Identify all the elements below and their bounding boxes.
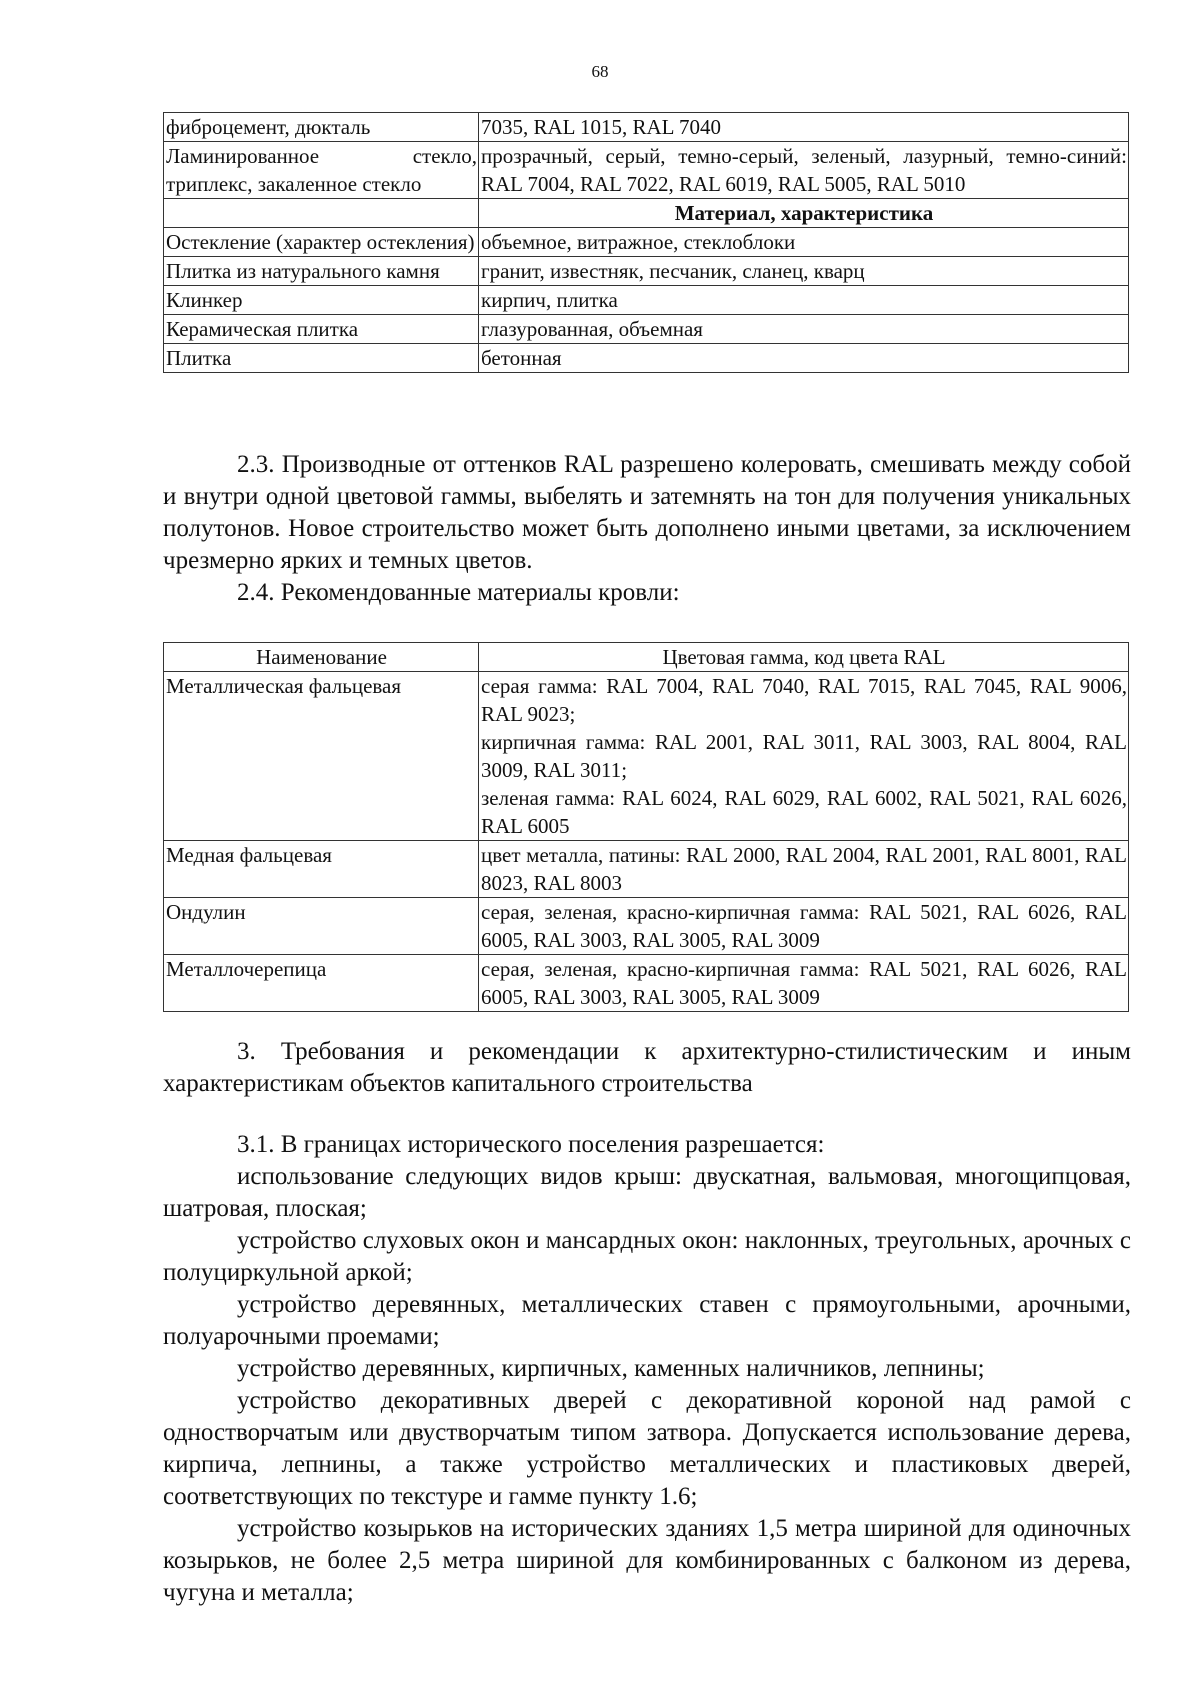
table-cell: кирпич, плитка [479, 286, 1129, 315]
table-cell: Металлочерепица [164, 955, 479, 1012]
table-cell: Клинкер [164, 286, 479, 315]
list-item: устройство слуховых окон и мансардных окон: наклонных, треугольных, арочных с полуциркульной аркой; [163, 1227, 1131, 1286]
table-cell: серая, зеленая, красно-кирпичная гамма: RAL 5021, RAL 6026, RAL 6005, RAL 3003, RAL 3005, RAL 3009 [479, 898, 1129, 955]
table-section-header: Материал, характеристика [479, 199, 1129, 228]
table-row [164, 257, 1129, 286]
table-cell: Ламинированное стекло, триплекс, закаленное стекло [164, 142, 479, 199]
table-cell: Плитка [164, 344, 479, 373]
table-row [164, 344, 1129, 373]
table-cell: бетонная [479, 344, 1129, 373]
table-cell: Металлическая фальцевая [164, 672, 479, 841]
table-cell: Медная фальцевая [164, 841, 479, 898]
table-header-cell: Цветовая гамма, код цвета RAL [479, 643, 1129, 672]
table-row [164, 113, 1129, 142]
paragraph-3-1: 3.1. В границах исторического поселения разрешается: [237, 1131, 825, 1158]
table-row [164, 286, 1129, 315]
table-cell: фиброцемент, дюкталь [164, 113, 479, 142]
table-cell: гранит, известняк, песчаник, сланец, кварц [479, 257, 1129, 286]
table-cell: цвет металла, патины: RAL 2000, RAL 2004, RAL 2001, RAL 8001, RAL 8023, RAL 8003 [479, 841, 1129, 898]
table-cell: Плитка из натурального камня [164, 257, 479, 286]
table-header-row [164, 643, 1129, 672]
table-cell: Остекление (характер остекления) [164, 228, 479, 257]
roofing-materials-table [163, 642, 1129, 1012]
table-cell: объемное, витражное, стеклоблоки [479, 228, 1129, 257]
table-cell: глазурованная, объемная [479, 315, 1129, 344]
table-cell-line: кирпичная гамма: RAL 2001, RAL 3011, RAL 3003, RAL 8004, RAL 3009, RAL 3011; [481, 730, 1127, 782]
section-3-title: 3. Требования и рекомендации к архитектурно-стилистическим и иным характеристикам объектов капитального строительства [163, 1038, 1131, 1097]
section-3-block [163, 1036, 1131, 1100]
table-row [164, 955, 1129, 1012]
list-item: устройство козырьков на исторических зданиях 1,5 метра шириной для одиночных козырьков, не более 2,5 метра шириной для комбинированных с балконом из дерева, чугуна и металла; [163, 1515, 1131, 1606]
facade-materials-table [163, 112, 1129, 373]
list-item: устройство деревянных, металлических ставен с прямоугольными, арочными, полуарочными проемами; [163, 1291, 1131, 1350]
table-row [164, 898, 1129, 955]
table-cell: 7035, RAL 1015, RAL 7040 [479, 113, 1129, 142]
table-cell-line: зеленая гамма: RAL 6024, RAL 6029, RAL 6002, RAL 5021, RAL 6026, RAL 6005 [481, 786, 1127, 838]
paragraph-block-2 [163, 449, 1131, 609]
table-header-cell: Наименование [164, 643, 479, 672]
table-row [164, 142, 1129, 199]
table-row [164, 228, 1129, 257]
list-item: устройство декоративных дверей с декоративной короной над рамой с одностворчатым или двустворчатым типом затвора. Допускается использование дерева, кирпича, лепнины, а также устройство металлических и пластиковых дверей, соответствующих по текстуре и гамме пункту 1.6; [163, 1387, 1131, 1510]
table-cell: прозрачный, серый, темно-серый, зеленый, лазурный, темно-синий: RAL 7004, RAL 7022, RAL 6019, RAL 5005, RAL 5010 [479, 142, 1129, 199]
table-cell-line: серая гамма: RAL 7004, RAL 7040, RAL 7015, RAL 7045, RAL 9006, RAL 9023; [481, 674, 1127, 726]
paragraph-2-3: 2.3. Производные от оттенков RAL разрешено колеровать, смешивать между собой и внутри одной цветовой гаммы, выбелять и затемнять на тон для получения уникальных полутонов. Новое строительство может быть дополнено иными цветами, за исключением чрезмерно ярких и темных цветов. [163, 451, 1131, 574]
table-cell: Керамическая плитка [164, 315, 479, 344]
table-row [164, 841, 1129, 898]
table-row [164, 199, 1129, 228]
list-block [163, 1129, 1131, 1609]
paragraph-2-4: 2.4. Рекомендованные материалы кровли: [237, 579, 680, 606]
table-row [164, 672, 1129, 841]
table-cell: серая, зеленая, красно-кирпичная гамма: RAL 5021, RAL 6026, RAL 6005, RAL 3003, RAL 3005, RAL 3009 [479, 955, 1129, 1012]
list-item: использование следующих видов крыш: двускатная, вальмовая, многощипцовая, шатровая, плоская; [163, 1163, 1131, 1222]
table-cell-empty [164, 199, 479, 228]
table-cell [479, 672, 1129, 841]
table-cell: Ондулин [164, 898, 479, 955]
list-item: устройство деревянных, кирпичных, каменных наличников, лепнины; [237, 1355, 985, 1382]
page-number: 68 [591, 62, 609, 81]
table-row [164, 315, 1129, 344]
